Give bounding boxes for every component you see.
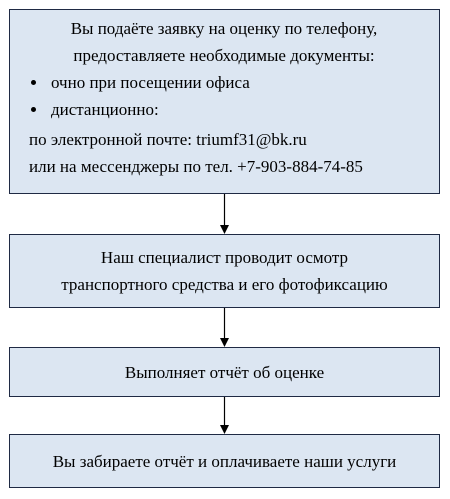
step-1-phone-line: или на мессенджеры по тел. +7-903-884-74-85 [29,157,363,176]
arrow-step1-to-step2 [220,194,229,234]
step-1-option-label: очно при посещении офиса [51,73,250,92]
step-3-text: Выполняет отчёт об оценке [124,362,325,382]
step-1-option-label: дистанционно: [51,100,159,119]
arrow-step3-to-step4 [220,397,229,434]
step-2-line-1: Наш специалист проводит осмотр [100,248,349,267]
step-1-email-line: по электронной почте: triumf31@bk.ru [29,130,307,149]
step-1-intro-line-1: Вы подаёте заявку на оценку по телефону, [70,19,378,38]
step-1-intro-line-2: предоставляете необходимые документы: [73,46,375,65]
step-4-text: Вы забираете отчёт и оплачиваете наши услуги [52,451,397,471]
step-2-line-2: транспортного средства и его фотофиксацию [61,275,388,294]
arrow-step2-to-step3 [220,308,229,347]
